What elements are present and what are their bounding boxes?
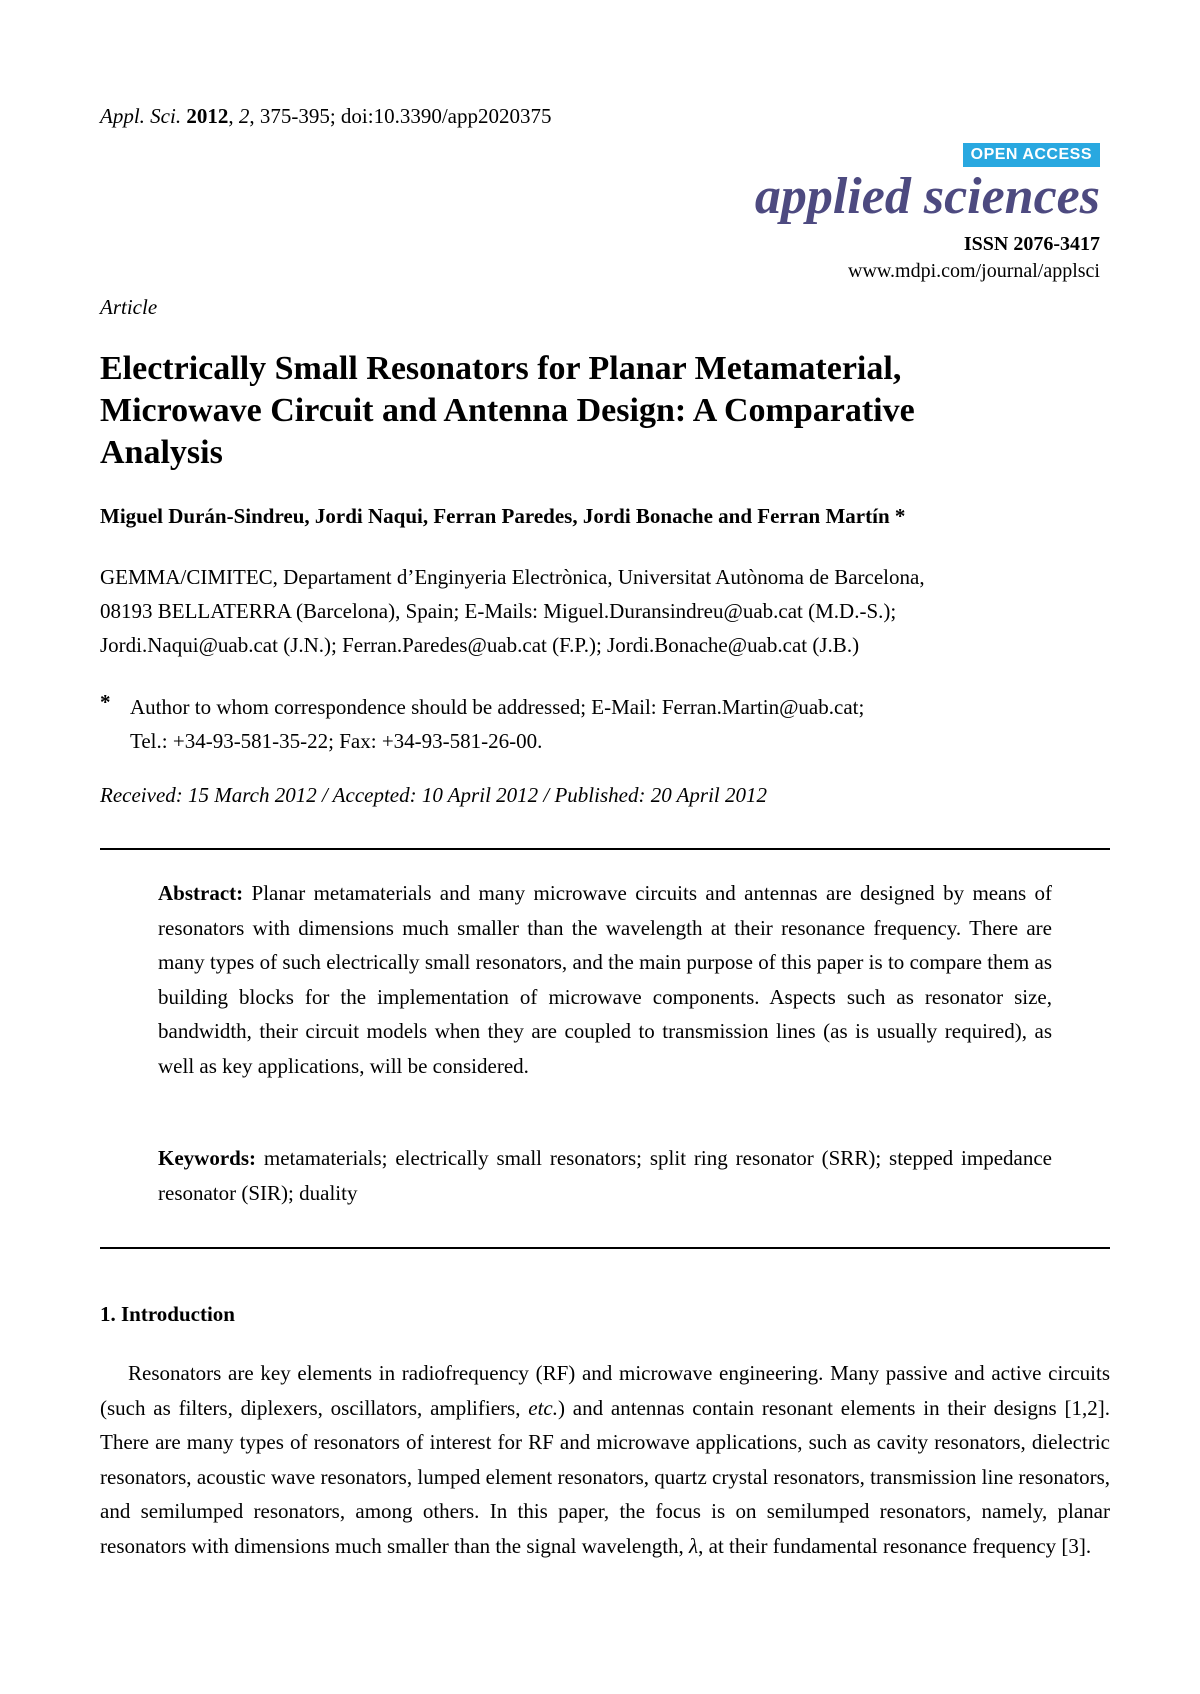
journal-name: applied sciences: [754, 168, 1100, 225]
abstract-text: Planar metamaterials and many microwave circuits and antennas are designed by means of resonators with dimensions much smaller than the wavelength at their resonance frequency. There are many types of such electrically small resonators, and the main purpose of this paper is to compare them as building blocks for the implementation of microwave components. Aspects such as resonator size, bandwidth, their circuit models when they are coupled to transmission lines (as is usually required), as well as key applications, will be considered.: [158, 881, 1053, 1078]
keywords: [158, 1141, 1052, 1210]
citation-volume: 2: [238, 104, 250, 128]
article-type: Article: [100, 295, 158, 319]
intro-text-1: Resonators are key elements in radiofrequency (RF) and microwave engineering. Many passive and active circuits (such as filters, diplexers, oscillators, amplifiers,: [100, 1361, 1110, 1420]
corresponding-line: Tel.: +34-93-581-35-22; Fax: +34-93-581-26-00.: [130, 729, 543, 753]
introduction-paragraph: [100, 1356, 1110, 1563]
citation-year: 2012: [186, 104, 229, 128]
abstract-label: Abstract:: [158, 881, 244, 905]
corresponding-author-note: [130, 690, 1110, 758]
intro-text-etc: etc.: [528, 1395, 558, 1420]
open-access-badge: OPEN ACCESS: [963, 143, 1100, 167]
intro-text-3: , at their fundamental resonance frequency [3].: [698, 1533, 1092, 1558]
citation-line: Appl. Sci. 2012, 2, 375-395; doi:10.3390/app2020375: [100, 104, 552, 128]
keywords-label: Keywords:: [158, 1146, 256, 1170]
keywords-text: metamaterials; electrically small resonators; split ring resonator (SRR); stepped impedance resonator (SIR); duality: [158, 1146, 1052, 1205]
affiliation-line: GEMMA/CIMITEC, Departament d’Enginyeria Electrònica, Universitat Autònoma de Barcelona,: [100, 565, 925, 589]
corresponding-star: *: [100, 690, 111, 714]
journal-url[interactable]: www.mdpi.com/journal/applsci: [848, 260, 1100, 282]
title-line: Electrically Small Resonators for Planar Metamaterial,: [100, 350, 902, 387]
title-line: Microwave Circuit and Antenna Design: A Comparative: [100, 392, 915, 429]
publication-dates: Received: 15 March 2012 / Accepted: 10 April 2012 / Published: 20 April 2012: [100, 783, 768, 807]
affiliation-line: Jordi.Naqui@uab.cat (J.N.); Ferran.Paredes@uab.cat (F.P.); Jordi.Bonache@uab.cat (J.B.): [100, 633, 860, 657]
section-heading: 1. Introduction: [100, 1302, 235, 1326]
introduction-body: [100, 1356, 1110, 1563]
divider-top: [100, 848, 1110, 850]
citation-journal: Appl. Sci.: [100, 104, 182, 128]
citation-rest: , 375-395; doi:10.3390/app2020375: [249, 104, 552, 128]
affiliation-line: 08193 BELLATERRA (Barcelona), Spain; E-Mails: Miguel.Duransindreu@uab.cat (M.D.-S.);: [100, 599, 897, 623]
corresponding-line: Author to whom correspondence should be addressed; E-Mail: Ferran.Martin@uab.cat;: [130, 695, 865, 719]
affiliation: [100, 560, 1110, 662]
intro-text-2: ) and antennas contain resonant elements in their designs [1,2]. There are many types of resonators of interest for RF and microwave applications, such as cavity resonators, dielectric resonators, acoustic wave resonators, lumped element resonators, quartz crystal resonators, transmission line resonators, and semilumped resonators, among others. In this paper, the focus is on semilumped resonators, namely, planar resonators with dimensions much smaller than the signal wavelength,: [100, 1395, 1110, 1558]
article-title: [100, 348, 1100, 474]
intro-lambda-symbol: λ: [689, 1533, 699, 1558]
abstract: [158, 876, 1052, 1083]
issn: ISSN 2076-3417: [963, 233, 1100, 255]
title-line: Analysis: [100, 434, 223, 471]
divider-bottom: [100, 1247, 1110, 1249]
author-list: Miguel Durán-Sindreu, Jordi Naqui, Ferran Paredes, Jordi Bonache and Ferran Martín *: [100, 504, 906, 528]
